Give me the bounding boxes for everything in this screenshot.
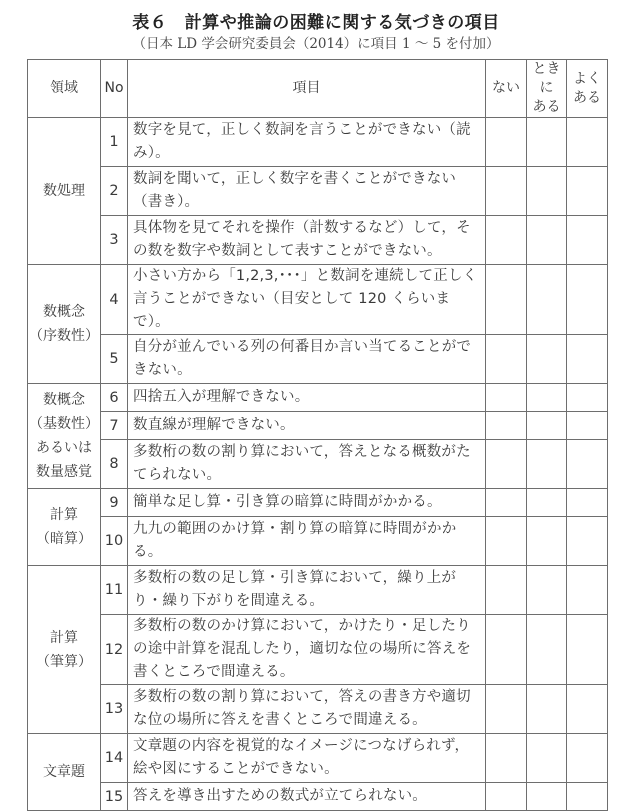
- check-often[interactable]: [567, 167, 608, 216]
- header-often: よく ある: [567, 60, 608, 118]
- check-sometimes[interactable]: [527, 783, 567, 811]
- table-subtitle: （日本 LD 学会研究委員会（2014）に項目 1 ～ 5 を付加）: [132, 36, 500, 52]
- row-number: 2: [101, 167, 128, 216]
- check-never[interactable]: [486, 615, 527, 685]
- check-often[interactable]: [567, 783, 608, 811]
- row-number: 5: [101, 335, 128, 384]
- row-number: 14: [101, 734, 128, 783]
- check-often[interactable]: [567, 685, 608, 734]
- check-never[interactable]: [486, 335, 527, 384]
- check-sometimes[interactable]: [527, 384, 567, 412]
- item-text: 数直線が理解できない。: [128, 412, 486, 440]
- item-text: 多数桁の数のかけ算において，かけたり・足したりの途中計算を混乱したり，適切な位の場所に答えを書くところで間違える。: [128, 615, 486, 685]
- table-row: [28, 517, 608, 566]
- domain-cell: 文章題: [28, 734, 101, 811]
- row-number: 11: [101, 566, 128, 615]
- check-never[interactable]: [486, 517, 527, 566]
- check-often[interactable]: [567, 335, 608, 384]
- domain-cell: 計算 （暗算）: [28, 489, 101, 566]
- item-text: 四捨五入が理解できない。: [128, 384, 486, 412]
- item-text: 数字を見て，正しく数詞を言うことができない（読み）。: [128, 118, 486, 167]
- row-number: 7: [101, 412, 128, 440]
- check-sometimes[interactable]: [527, 615, 567, 685]
- check-sometimes[interactable]: [527, 167, 567, 216]
- item-text: 簡単な足し算・引き算の暗算に時間がかかる。: [128, 489, 486, 517]
- check-never[interactable]: [486, 489, 527, 517]
- check-often[interactable]: [567, 216, 608, 265]
- item-text: 多数桁の数の足し算・引き算において，繰り上がり・繰り下がりを間違える。: [128, 566, 486, 615]
- item-text: 具体物を見てそれを操作（計数するなど）して，その数を数字や数詞として表すことができない。: [128, 216, 486, 265]
- check-never[interactable]: [486, 216, 527, 265]
- check-sometimes[interactable]: [527, 335, 567, 384]
- domain-cell: 数概念 （序数性）: [28, 265, 101, 384]
- table-title: 表６ 計算や推論の困難に関する気づきの項目: [132, 13, 500, 33]
- checklist-table: [27, 59, 608, 811]
- table-row: [28, 489, 608, 517]
- check-often[interactable]: [567, 440, 608, 489]
- check-sometimes[interactable]: [527, 734, 567, 783]
- row-number: 4: [101, 265, 128, 335]
- check-never[interactable]: [486, 265, 527, 335]
- item-text: 多数桁の数の割り算において，答えとなる概数がたてられない。: [128, 440, 486, 489]
- row-number: 12: [101, 615, 128, 685]
- row-number: 10: [101, 517, 128, 566]
- table-row: [28, 384, 608, 412]
- header-sometimes: ときに ある: [527, 60, 567, 118]
- check-never[interactable]: [486, 384, 527, 412]
- item-text: 多数桁の数の割り算において，答えの書き方や適切な位の場所に答えを書くところで間違える。: [128, 685, 486, 734]
- table-row: [28, 566, 608, 615]
- check-sometimes[interactable]: [527, 489, 567, 517]
- check-sometimes[interactable]: [527, 440, 567, 489]
- check-sometimes[interactable]: [527, 118, 567, 167]
- check-never[interactable]: [486, 566, 527, 615]
- header-never: ない: [486, 60, 527, 118]
- row-number: 6: [101, 384, 128, 412]
- item-text: 九九の範囲のかけ算・割り算の暗算に時間がかかる。: [128, 517, 486, 566]
- item-text: 答えを導き出すための数式が立てられない。: [128, 783, 486, 811]
- header-domain: 領域: [28, 60, 101, 118]
- check-sometimes[interactable]: [527, 412, 567, 440]
- check-never[interactable]: [486, 118, 527, 167]
- check-sometimes[interactable]: [527, 216, 567, 265]
- check-never[interactable]: [486, 734, 527, 783]
- item-text: 数詞を聞いて，正しく数字を書くことができない（書き）。: [128, 167, 486, 216]
- header-item: 項目: [128, 60, 486, 118]
- item-text: 文章題の内容を視覚的なイメージにつなげられず，絵や図にすることができない。: [128, 734, 486, 783]
- check-sometimes[interactable]: [527, 685, 567, 734]
- row-number: 3: [101, 216, 128, 265]
- row-number: 9: [101, 489, 128, 517]
- row-number: 1: [101, 118, 128, 167]
- check-sometimes[interactable]: [527, 517, 567, 566]
- table-row: [28, 734, 608, 783]
- check-never[interactable]: [486, 440, 527, 489]
- row-number: 15: [101, 783, 128, 811]
- item-text: 自分が並んでいる列の何番目か言い当てることができない。: [128, 335, 486, 384]
- table-row: [28, 335, 608, 384]
- table-row: [28, 118, 608, 167]
- check-often[interactable]: [567, 734, 608, 783]
- check-never[interactable]: [486, 685, 527, 734]
- check-often[interactable]: [567, 118, 608, 167]
- check-sometimes[interactable]: [527, 566, 567, 615]
- check-often[interactable]: [567, 517, 608, 566]
- check-often[interactable]: [567, 384, 608, 412]
- check-never[interactable]: [486, 167, 527, 216]
- table-row: [28, 216, 608, 265]
- row-number: 13: [101, 685, 128, 734]
- check-never[interactable]: [486, 412, 527, 440]
- row-number: 8: [101, 440, 128, 489]
- check-often[interactable]: [567, 615, 608, 685]
- check-sometimes[interactable]: [527, 265, 567, 335]
- check-often[interactable]: [567, 566, 608, 615]
- header-no: No: [101, 60, 128, 118]
- table-row: [28, 440, 608, 489]
- check-often[interactable]: [567, 489, 608, 517]
- table-row: [28, 685, 608, 734]
- table-row: [28, 167, 608, 216]
- table-row: [28, 412, 608, 440]
- check-never[interactable]: [486, 783, 527, 811]
- item-text: 小さい方から「1,2,3,･･･」と数詞を連続して正しく言うことができない（目安として 120 くらいまで）。: [128, 265, 486, 335]
- table-row: [28, 615, 608, 685]
- table-row: [28, 783, 608, 811]
- check-often[interactable]: [567, 265, 608, 335]
- domain-cell: 数概念 （基数性） あるいは 数量感覚: [28, 384, 101, 489]
- domain-cell: 計算 （筆算）: [28, 566, 101, 734]
- table-row: [28, 265, 608, 335]
- check-often[interactable]: [567, 412, 608, 440]
- domain-cell: 数処理: [28, 118, 101, 265]
